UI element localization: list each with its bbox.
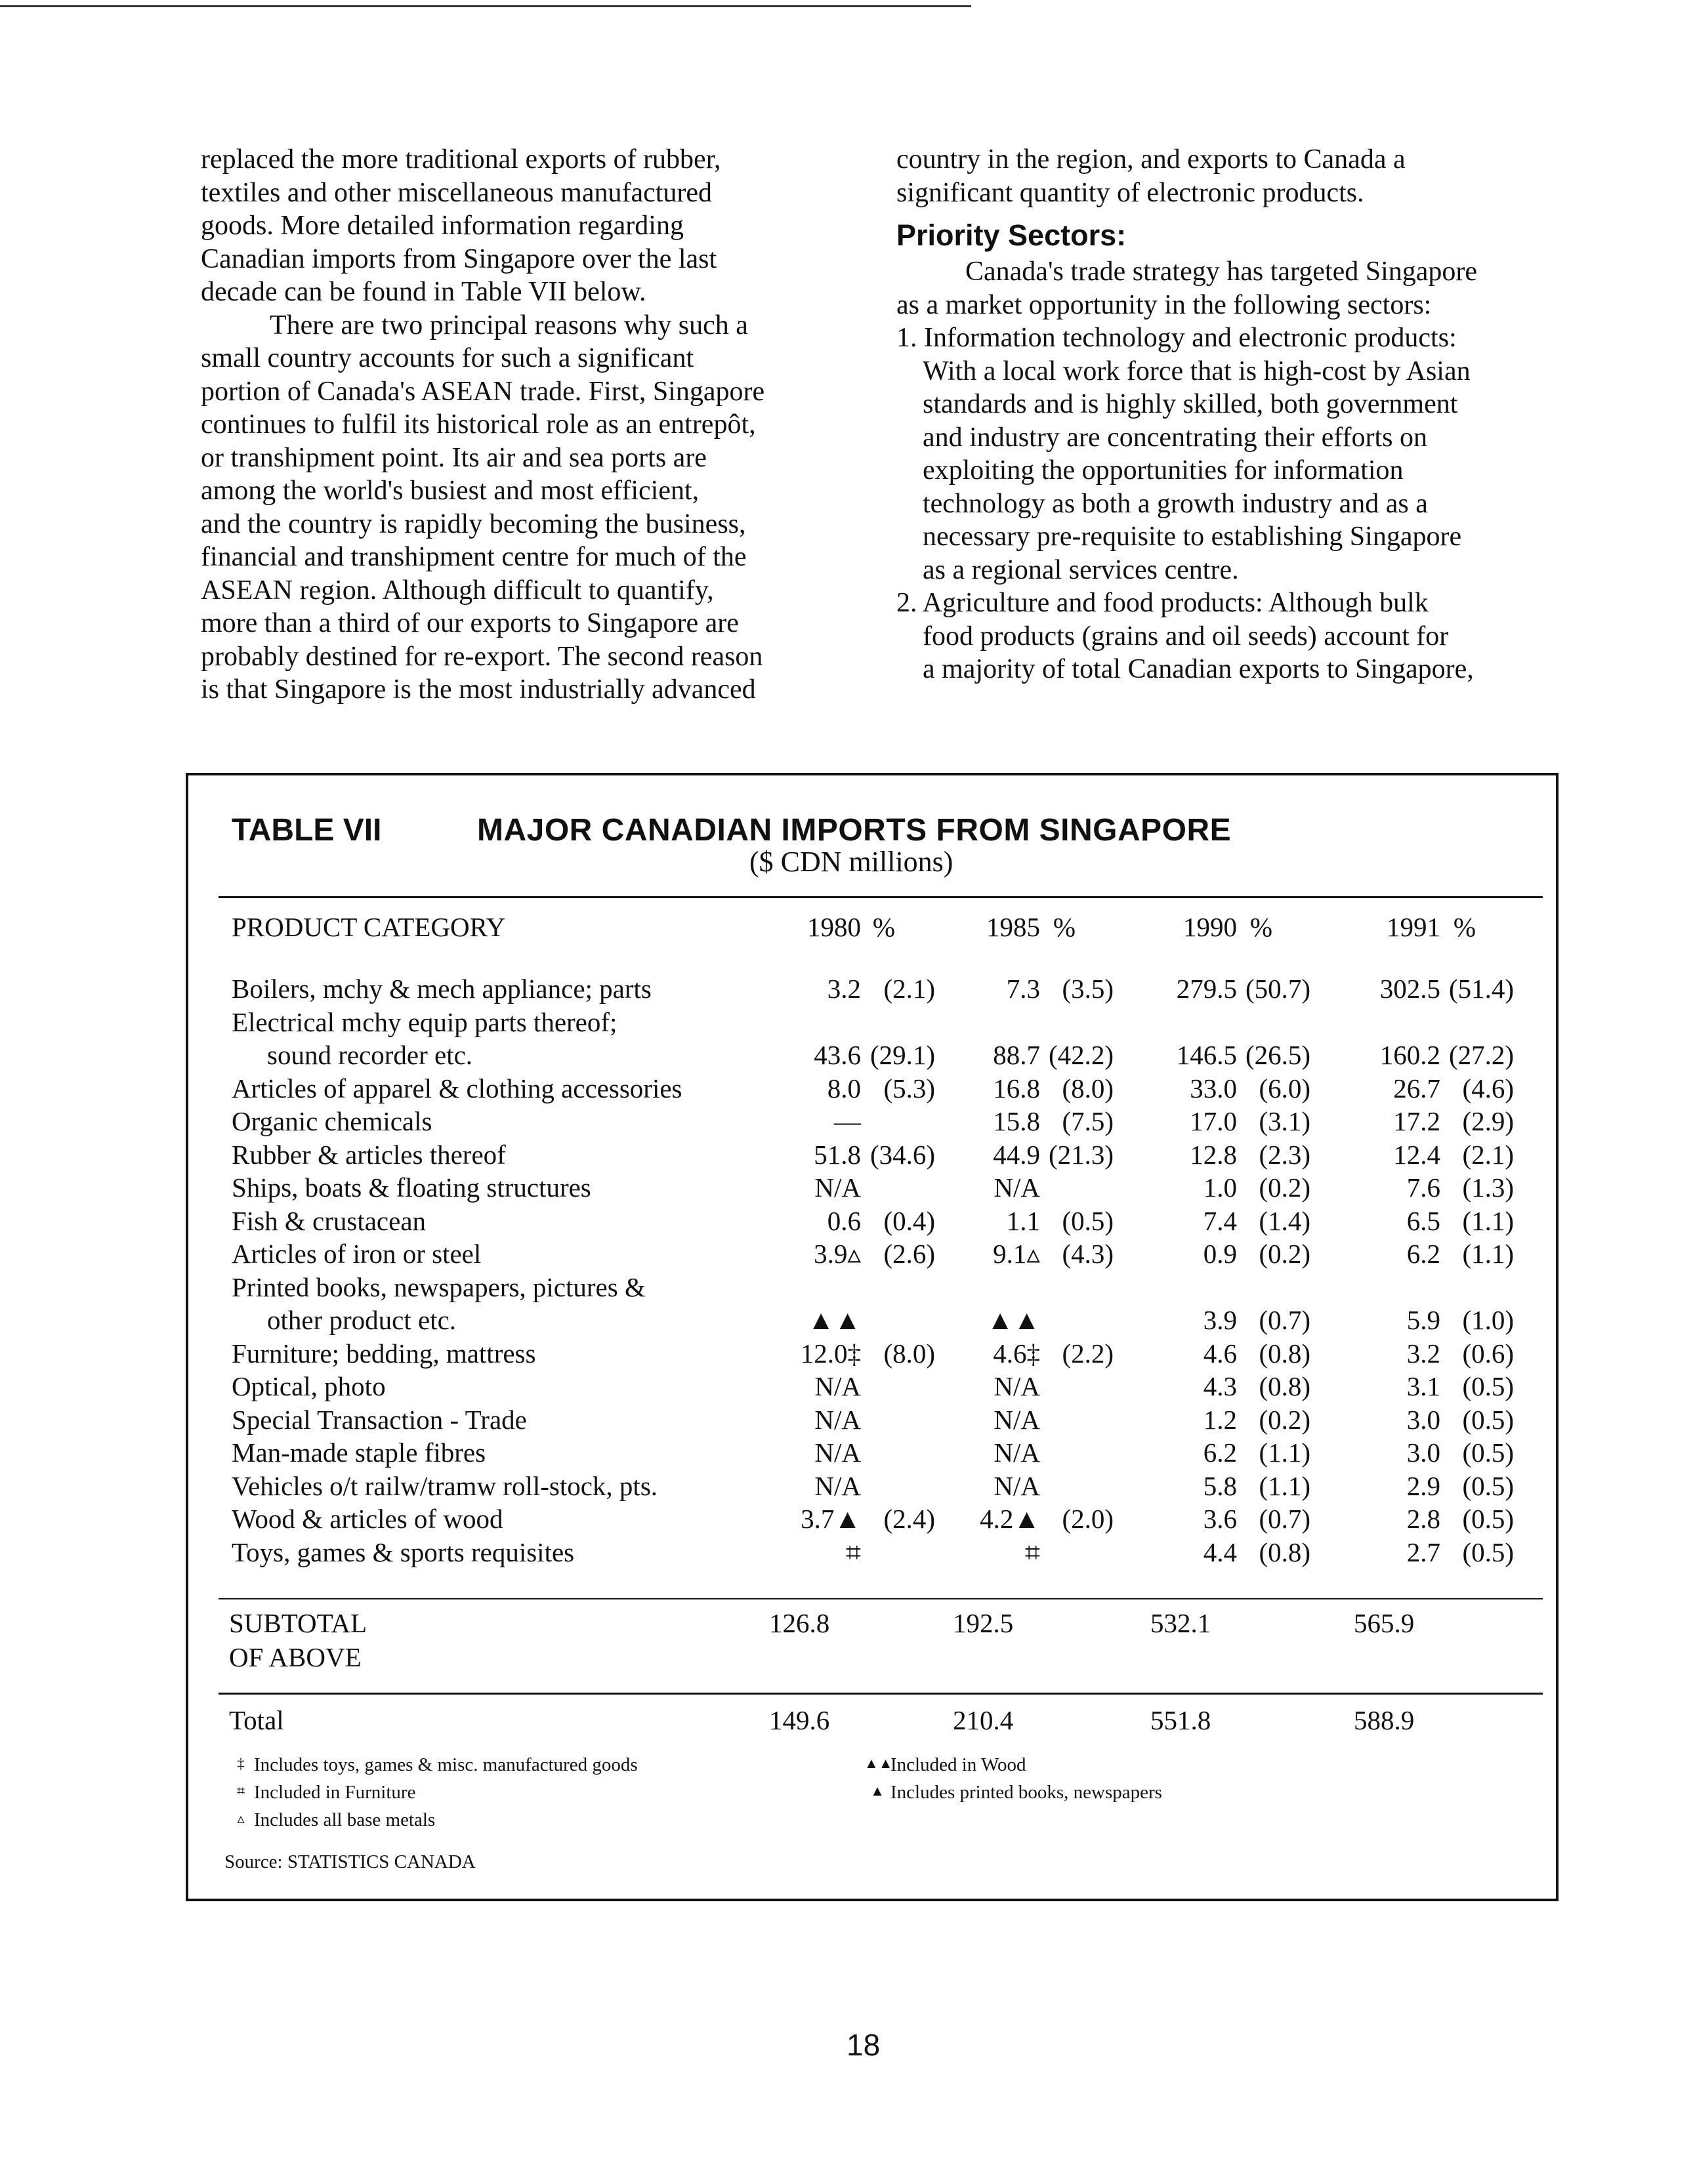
row-label: Optical, photo	[232, 1371, 386, 1401]
cell-v91: 2.8	[1406, 1504, 1440, 1534]
footnote	[864, 1754, 1026, 1776]
table-row	[188, 1304, 1561, 1336]
cell-p91: (2.1)	[1462, 1139, 1514, 1170]
cell-v80: 0.6	[827, 1205, 861, 1236]
table-row	[188, 1470, 1561, 1502]
cell-v91: 6.5	[1406, 1205, 1440, 1236]
total-1980: 149.6	[769, 1705, 830, 1735]
cell-v91: 3.0	[1406, 1437, 1440, 1468]
cell-p90: (1.1)	[1259, 1470, 1310, 1501]
footnote-text: Included in Furniture	[254, 1782, 416, 1803]
table-row	[188, 1072, 1561, 1105]
table-row	[188, 1105, 1561, 1138]
cell-p91: (0.5)	[1462, 1404, 1514, 1435]
cell-v85: 15.8	[993, 1106, 1040, 1136]
cell-v85: ⌗	[1024, 1536, 1040, 1567]
footnote-text: Includes toys, games & misc. manufactured goods	[254, 1754, 638, 1775]
cell-p90: (0.8)	[1259, 1536, 1310, 1567]
table-row	[188, 1039, 1561, 1071]
cell-v91: 26.7	[1393, 1073, 1440, 1103]
cell-v91: 6.2	[1406, 1239, 1440, 1269]
cell-v91: 17.2	[1393, 1106, 1440, 1136]
cell-p91: (1.1)	[1462, 1205, 1514, 1236]
row-label: Articles of iron or steel	[232, 1239, 482, 1269]
table-row	[188, 1370, 1561, 1403]
cell-p90: (0.7)	[1259, 1305, 1310, 1335]
cell-v80: 3.2	[827, 974, 861, 1004]
text-line: goods. More detailed information regarding	[201, 211, 684, 241]
cell-v85: N/A	[994, 1371, 1040, 1401]
total-1990: 551.8	[1150, 1705, 1211, 1735]
footnote-symbol: ⌗	[236, 1782, 245, 1799]
cell-v80: ▲▲	[807, 1305, 861, 1335]
text-line: exploiting the opportunities for information	[923, 455, 1404, 485]
cell-v91: 302.5	[1379, 974, 1440, 1004]
text-line: Canada's trade strategy has targeted Singapore	[965, 257, 1478, 287]
cell-v90: 33.0	[1190, 1073, 1237, 1103]
cell-v90: 3.6	[1203, 1504, 1237, 1534]
row-label: Vehicles o/t railw/tramw roll-stock, pts.	[232, 1470, 658, 1501]
row-label: Furniture; bedding, mattress	[232, 1338, 536, 1369]
table-subtitle: ($ CDN millions)	[749, 846, 953, 878]
cell-p91: (1.1)	[1462, 1239, 1514, 1269]
table-row	[188, 1502, 1561, 1535]
cell-p90: (6.0)	[1259, 1073, 1310, 1103]
cell-p85: (42.2)	[1048, 1040, 1114, 1070]
text-line: There are two principal reasons why such a	[270, 310, 748, 340]
cell-p91: (0.5)	[1462, 1371, 1514, 1401]
cell-p80: (5.3)	[883, 1073, 935, 1103]
text-line: or transhipment point. Its air and sea ports are	[201, 442, 707, 473]
table-title: MAJOR CANADIAN IMPORTS FROM SINGAPORE	[477, 813, 1232, 848]
cell-v80: 3.9▵	[814, 1239, 861, 1269]
footnote-symbol: ▲▲	[864, 1755, 893, 1771]
cell-v80: 12.0‡	[800, 1338, 861, 1369]
cell-p91: (1.0)	[1462, 1305, 1514, 1335]
text-line: among the world's busiest and most efficient,	[201, 476, 700, 506]
cell-v90: 279.5	[1176, 974, 1237, 1004]
column-header: 1991	[1387, 912, 1440, 942]
text-line: a majority of total Canadian exports to Singapore,	[923, 654, 1474, 684]
text-line: textiles and other miscellaneous manufactured	[201, 177, 713, 208]
footnote	[228, 1782, 415, 1803]
text-line: continues to fulfil its historical role as an entrepôt,	[201, 409, 756, 440]
subtotal-label-2: OF ABOVE	[229, 1642, 362, 1672]
cell-p90: (26.5)	[1245, 1040, 1310, 1070]
table-row	[188, 1337, 1561, 1370]
row-label: Special Transaction - Trade	[232, 1404, 527, 1435]
text-line: country in the region, and exports to Canada a	[896, 144, 1406, 175]
cell-p91: (1.3)	[1462, 1172, 1514, 1203]
text-line: replaced the more traditional exports of rubber,	[201, 144, 721, 175]
text-line: and the country is rapidly becoming the business,	[201, 508, 746, 539]
cell-v85: N/A	[994, 1470, 1040, 1501]
cell-v91: 5.9	[1406, 1305, 1440, 1335]
footnote-symbol: ▵	[237, 1810, 245, 1826]
cell-p90: (1.4)	[1259, 1205, 1310, 1236]
footnote-symbol: ▲	[870, 1782, 885, 1799]
row-label: Fish & crustacean	[232, 1205, 427, 1236]
row-label: Toys, games & sports requisites	[232, 1536, 575, 1567]
cell-p91: (0.5)	[1462, 1504, 1514, 1534]
right-text-column	[896, 143, 1566, 686]
cell-v80: N/A	[814, 1470, 861, 1501]
text-line: technology as both a growth industry and as a	[923, 488, 1428, 519]
table-vii-box	[186, 773, 1559, 1901]
cell-v90: 4.6	[1203, 1338, 1237, 1369]
cell-v91: 2.9	[1406, 1470, 1440, 1501]
cell-v91: 3.1	[1406, 1371, 1440, 1401]
text-line: standards and is highly skilled, both government	[923, 389, 1458, 419]
cell-v85: N/A	[994, 1172, 1040, 1203]
cell-p80: (34.6)	[869, 1139, 935, 1170]
column-header: PRODUCT CATEGORY	[232, 912, 506, 942]
table-row	[188, 1271, 1561, 1304]
column-header: %	[1249, 912, 1273, 942]
column-header: %	[1053, 912, 1076, 942]
total-1991: 588.9	[1354, 1705, 1415, 1735]
footnote	[228, 1809, 435, 1831]
text-line: food products (grains and oil seeds) account for	[923, 621, 1449, 651]
cell-p80: (8.0)	[883, 1338, 935, 1369]
cell-p80: (29.1)	[869, 1040, 935, 1070]
cell-p80: (0.4)	[883, 1205, 935, 1236]
text-line: probably destined for re-export. The second reason	[201, 641, 763, 672]
row-label: Printed books, newspapers, pictures &	[232, 1271, 646, 1302]
footnote	[228, 1754, 638, 1776]
cell-v85: 4.6‡	[993, 1338, 1040, 1369]
cell-v91: 7.6	[1406, 1172, 1440, 1203]
cell-v90: 17.0	[1190, 1106, 1237, 1136]
cell-v90: 5.8	[1203, 1470, 1237, 1501]
text-line: and industry are concentrating their efforts on	[923, 422, 1427, 453]
cell-p85: (3.5)	[1062, 974, 1114, 1004]
text-line: is that Singapore is the most industrially advanced	[201, 674, 756, 705]
cell-v85: 44.9	[993, 1139, 1040, 1170]
footnote-text: Includes all base metals	[254, 1809, 436, 1830]
cell-v90: 12.8	[1190, 1139, 1237, 1170]
row-label: Articles of apparel & clothing accessories	[232, 1073, 682, 1103]
text-line: necessary pre-requisite to establishing Singapore	[923, 522, 1462, 552]
list-item-1-title: 1. Information technology and electronic products:	[896, 323, 1457, 353]
cell-p90: (50.7)	[1245, 974, 1310, 1004]
cell-p85: (7.5)	[1062, 1106, 1114, 1136]
text-line: as a market opportunity in the following sectors:	[896, 289, 1432, 320]
subtotal-1990: 532.1	[1150, 1608, 1211, 1638]
cell-p91: (0.5)	[1462, 1536, 1514, 1567]
row-label: other product etc.	[267, 1305, 457, 1335]
text-line: With a local work force that is high-cost by Asian	[923, 356, 1471, 386]
subtotal-label: SUBTOTAL	[229, 1608, 367, 1638]
cell-v85: 1.1	[1006, 1205, 1040, 1236]
cell-v91: 160.2	[1379, 1040, 1440, 1070]
row-label: Rubber & articles thereof	[232, 1139, 506, 1170]
text-line: portion of Canada's ASEAN trade. First, Singapore	[201, 376, 765, 407]
cell-p91: (27.2)	[1448, 1040, 1514, 1070]
table-row	[188, 1138, 1561, 1171]
cell-p91: (0.6)	[1462, 1338, 1514, 1369]
text-line: ASEAN region. Although difficult to quantify,	[201, 575, 714, 606]
table-row	[188, 1171, 1561, 1204]
table-header-row	[188, 911, 1561, 943]
cell-p85: (2.2)	[1062, 1338, 1114, 1369]
column-header: 1985	[986, 912, 1040, 942]
list-item-2-title: 2. Agriculture and food products: Although bulk	[896, 588, 1429, 618]
table-row	[188, 1205, 1561, 1237]
cell-p80: (2.6)	[883, 1239, 935, 1269]
footnote-text: Includes printed books, newspapers	[890, 1782, 1162, 1803]
cell-p91: (51.4)	[1448, 974, 1514, 1004]
column-header: 1980	[807, 912, 861, 942]
table-row	[188, 1536, 1561, 1569]
page-number: 18	[847, 2028, 881, 2062]
row-label: Wood & articles of wood	[232, 1504, 503, 1534]
cell-v85: N/A	[994, 1437, 1040, 1468]
table-row	[188, 1006, 1561, 1039]
table-label: TABLE VII	[232, 813, 382, 848]
cell-v91: 3.2	[1406, 1338, 1440, 1369]
text-line: decade can be found in Table VII below.	[201, 277, 646, 307]
total-rule	[219, 1693, 1543, 1695]
footnote-text: Included in Wood	[890, 1754, 1026, 1775]
cell-v90: 4.4	[1203, 1536, 1237, 1567]
cell-v85: 7.3	[1006, 974, 1040, 1004]
subtotal-1985: 192.5	[953, 1608, 1014, 1638]
cell-v90: 146.5	[1176, 1040, 1237, 1070]
table-row	[188, 1237, 1561, 1270]
footnote-symbol: ‡	[237, 1755, 245, 1771]
cell-p90: (0.7)	[1259, 1504, 1310, 1534]
footnote	[864, 1782, 1162, 1803]
cell-p91: (0.5)	[1462, 1470, 1514, 1501]
header-rule	[219, 896, 1543, 898]
cell-v85: 16.8	[993, 1073, 1040, 1103]
cell-v80: N/A	[814, 1404, 861, 1435]
text-line: financial and transhipment centre for much of the	[201, 542, 747, 572]
row-label: Electrical mchy equip parts thereof;	[232, 1006, 617, 1037]
cell-p91: (2.9)	[1462, 1106, 1514, 1136]
cell-p85: (4.3)	[1062, 1239, 1114, 1269]
cell-v80: 43.6	[814, 1040, 861, 1070]
cell-p80: (2.4)	[883, 1504, 935, 1534]
row-label: Boilers, mchy & mech appliance; parts	[232, 974, 652, 1004]
cell-p85: (0.5)	[1062, 1205, 1114, 1236]
row-label: Organic chemicals	[232, 1106, 432, 1136]
cell-v90: 7.4	[1203, 1205, 1237, 1236]
left-text-column	[201, 143, 857, 707]
total-label: Total	[229, 1705, 284, 1735]
text-line: more than a third of our exports to Singapore are	[201, 608, 739, 638]
cell-v80: 3.7▲	[801, 1504, 861, 1534]
cell-v85: 4.2▲	[980, 1504, 1040, 1534]
text-line: significant quantity of electronic products.	[896, 177, 1364, 208]
cell-v85: 9.1▵	[993, 1239, 1040, 1269]
cell-v91: 3.0	[1406, 1404, 1440, 1435]
row-label: Ships, boats & floating structures	[232, 1172, 591, 1203]
cell-p91: (0.5)	[1462, 1437, 1514, 1468]
cell-v80: 8.0	[827, 1073, 861, 1103]
table-row	[188, 972, 1561, 1005]
cell-v80: —	[834, 1106, 861, 1136]
text-line: small country accounts for such a significant	[201, 343, 694, 373]
cell-v91: 12.4	[1393, 1139, 1440, 1170]
cell-v80: 51.8	[814, 1139, 861, 1170]
cell-p80: (2.1)	[883, 974, 935, 1004]
cell-p90: (0.8)	[1259, 1371, 1310, 1401]
text-line: as a regional services centre.	[923, 554, 1239, 585]
cell-p90: (0.2)	[1259, 1239, 1310, 1269]
subtotal-rule	[219, 1598, 1543, 1599]
cell-p90: (3.1)	[1259, 1106, 1310, 1136]
cell-p90: (2.3)	[1259, 1139, 1310, 1170]
cell-v80: N/A	[814, 1437, 861, 1468]
total-1985: 210.4	[953, 1705, 1014, 1735]
source-note: Source: STATISTICS CANADA	[224, 1851, 476, 1872]
cell-p85: (21.3)	[1048, 1139, 1114, 1170]
cell-v85: ▲▲	[986, 1305, 1040, 1335]
column-header: 1990	[1183, 912, 1237, 942]
cell-v90: 0.9	[1203, 1239, 1237, 1269]
cell-p85: (2.0)	[1062, 1504, 1114, 1534]
column-header: %	[872, 912, 896, 942]
table-row	[188, 1436, 1561, 1469]
row-label: sound recorder etc.	[267, 1040, 473, 1070]
cell-v80: ⌗	[845, 1536, 861, 1567]
cell-p90: (1.1)	[1259, 1437, 1310, 1468]
section-heading: Priority Sectors:	[896, 218, 1127, 252]
cell-v90: 6.2	[1203, 1437, 1237, 1468]
table-row	[188, 1403, 1561, 1436]
cell-v80: N/A	[814, 1371, 861, 1401]
cell-v85: 88.7	[993, 1040, 1040, 1070]
cell-v85: N/A	[994, 1404, 1040, 1435]
cell-v91: 2.7	[1406, 1536, 1440, 1567]
cell-p90: (0.2)	[1259, 1404, 1310, 1435]
cell-v90: 1.2	[1203, 1404, 1237, 1435]
cell-v90: 1.0	[1203, 1172, 1237, 1203]
cell-p91: (4.6)	[1462, 1073, 1514, 1103]
row-label: Man-made staple fibres	[232, 1437, 486, 1468]
cell-v90: 3.9	[1203, 1305, 1237, 1335]
cell-p90: (0.8)	[1259, 1338, 1310, 1369]
subtotal-1991: 565.9	[1354, 1608, 1415, 1638]
cell-v80: N/A	[814, 1172, 861, 1203]
cell-p90: (0.2)	[1259, 1172, 1310, 1203]
top-border-line	[0, 5, 971, 7]
subtotal-1980: 126.8	[769, 1608, 830, 1638]
column-header: %	[1453, 912, 1476, 942]
text-line: Canadian imports from Singapore over the last	[201, 243, 717, 274]
cell-p85: (8.0)	[1062, 1073, 1114, 1103]
cell-v90: 4.3	[1203, 1371, 1237, 1401]
